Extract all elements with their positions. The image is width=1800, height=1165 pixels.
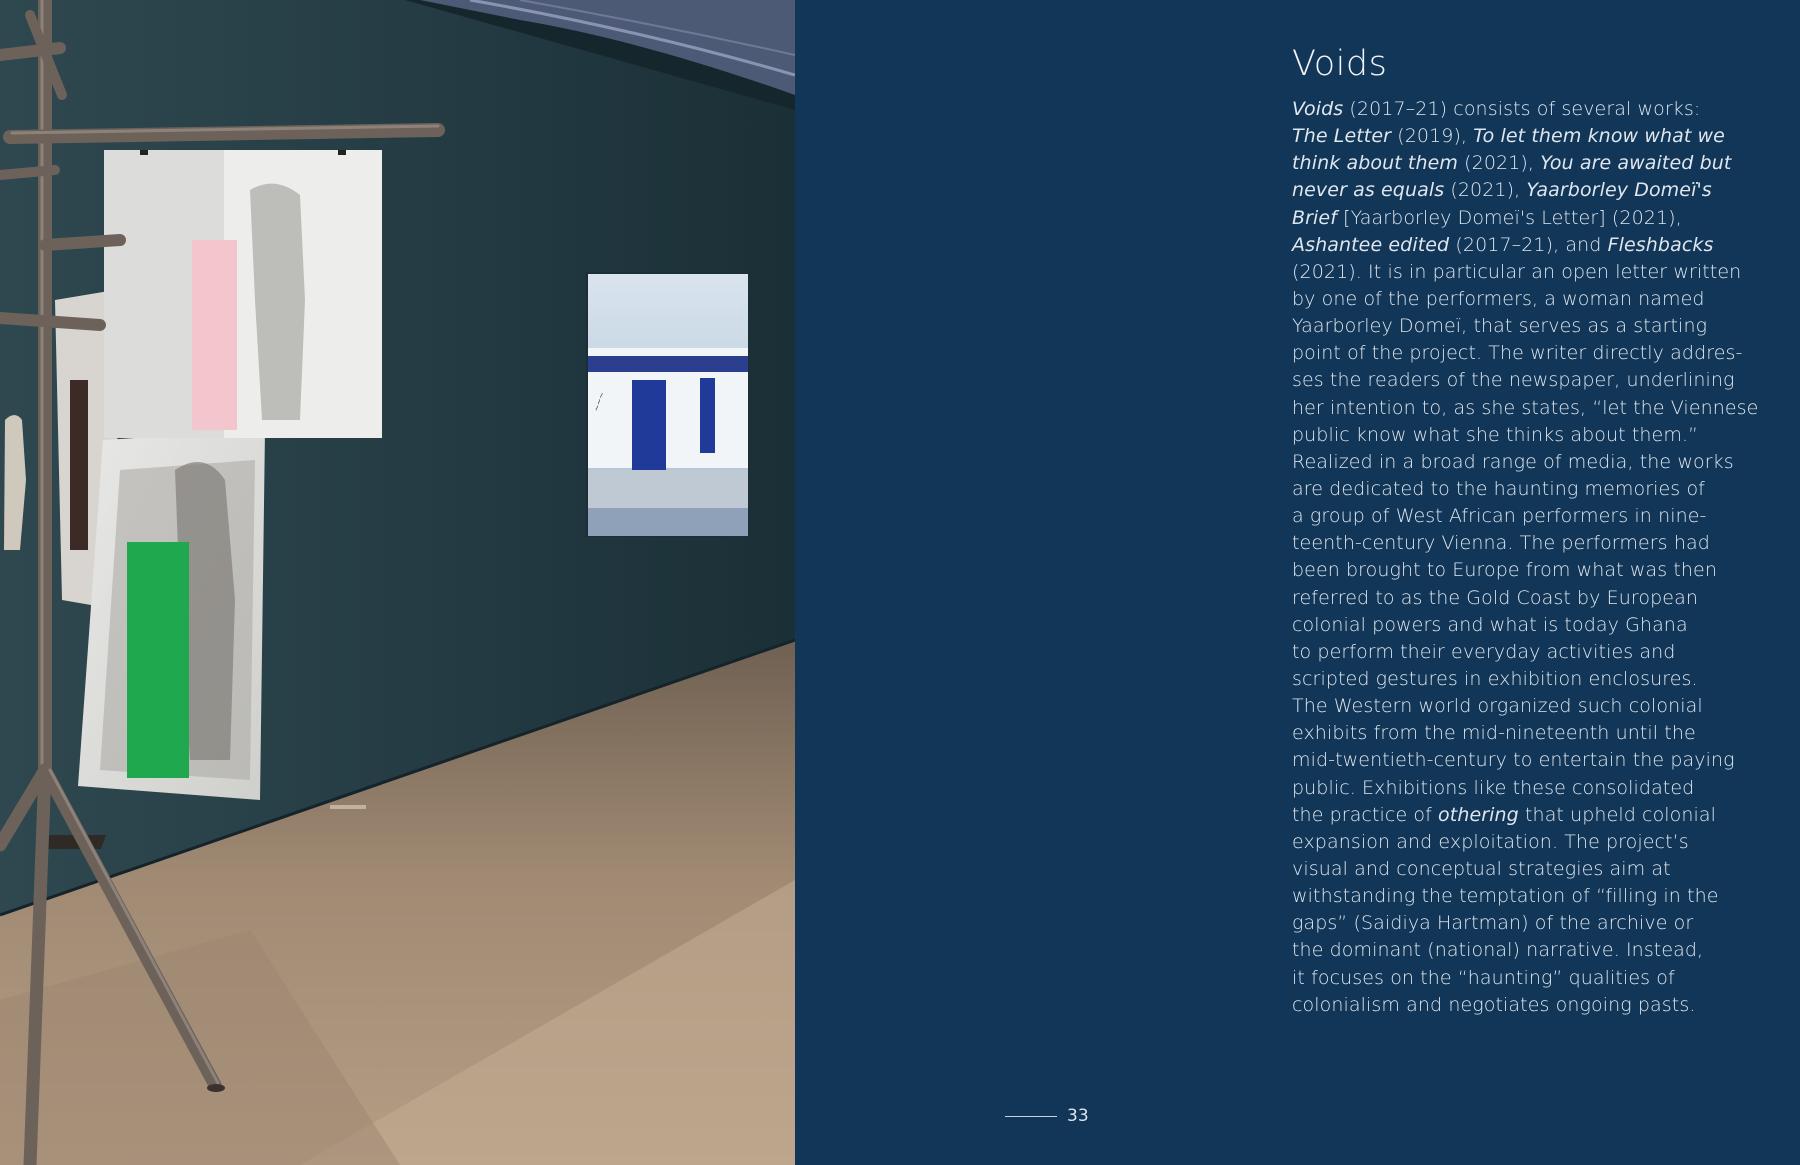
italic-title-text: think about them xyxy=(1292,152,1459,175)
body-line xyxy=(1292,150,1772,177)
folio-rule xyxy=(1005,1116,1057,1117)
body-text: by one of the performers, a woman named xyxy=(1292,287,1705,310)
body-text: ses the readers of the newspaper, underlining xyxy=(1292,369,1735,392)
body-line xyxy=(1292,747,1772,774)
italic-title-text: Ashantee edited xyxy=(1292,233,1450,256)
article-body xyxy=(1292,96,1772,1019)
body-line xyxy=(1292,910,1772,937)
body-text: Realized in a broad range of media, the works xyxy=(1292,450,1734,473)
body-line xyxy=(1292,693,1772,720)
body-text: scripted gestures in exhibition enclosures. xyxy=(1292,667,1698,690)
italic-title-text: Brief xyxy=(1292,206,1338,229)
italic-title-text: Voids xyxy=(1292,98,1344,120)
body-line xyxy=(1292,639,1772,666)
body-text: mid-twentieth-century to entertain the paying xyxy=(1292,749,1735,772)
body-line xyxy=(1292,313,1772,340)
body-text: teenth-century Vienna. The performers had xyxy=(1292,532,1710,555)
page-folio xyxy=(1005,1106,1089,1126)
text-page xyxy=(795,0,1800,1165)
body-text: (2017–21) consists of several works: xyxy=(1343,98,1701,120)
body-text: referred to as the Gold Coast by European xyxy=(1292,586,1698,609)
italic-title-text: You are awaited but xyxy=(1540,152,1732,175)
body-text: gaps” (Saidiya Hartman) of the archive or xyxy=(1292,912,1694,935)
italic-title-text: othering xyxy=(1438,803,1519,826)
body-line xyxy=(1292,232,1772,259)
body-line xyxy=(1292,530,1772,557)
body-line xyxy=(1292,666,1772,693)
body-line xyxy=(1292,503,1772,530)
body-line xyxy=(1292,96,1772,123)
body-line xyxy=(1292,585,1772,612)
hanging-print-green xyxy=(78,430,265,800)
body-text: (2021). It is in particular an open letter written xyxy=(1292,260,1742,283)
body-line xyxy=(1292,367,1772,394)
body-line xyxy=(1292,992,1772,1019)
body-text: public know what she thinks about them.” xyxy=(1292,423,1699,446)
italic-title-text: Fleshbacks xyxy=(1607,233,1714,256)
body-line xyxy=(1292,449,1772,476)
body-line xyxy=(1292,123,1772,150)
body-text: that upheld colonial xyxy=(1518,803,1717,826)
body-text: (2021), xyxy=(1458,152,1541,175)
body-text: it focuses on the “haunting” qualities of xyxy=(1292,966,1675,989)
body-text: [Yaarborley Domeï's Letter] (2021), xyxy=(1337,206,1682,229)
italic-title-text: To let them know what we xyxy=(1473,125,1725,148)
body-text: colonialism and negotiates ongoing pasts. xyxy=(1292,993,1696,1016)
projected-image xyxy=(586,272,751,537)
body-line xyxy=(1292,340,1772,367)
body-line xyxy=(1292,286,1772,313)
italic-title-text: The Letter xyxy=(1292,125,1392,148)
body-text: the practice of xyxy=(1292,803,1439,826)
body-text: to perform their everyday activities and xyxy=(1292,640,1676,663)
body-line xyxy=(1292,205,1772,232)
body-line xyxy=(1292,422,1772,449)
body-line xyxy=(1292,177,1772,204)
body-line xyxy=(1292,612,1772,639)
article-title: Voids xyxy=(1292,44,1388,84)
body-text: visual and conceptual strategies aim at xyxy=(1292,857,1671,880)
body-line xyxy=(1292,720,1772,747)
body-text: (2021), xyxy=(1444,179,1527,202)
body-line xyxy=(1292,829,1772,856)
body-line xyxy=(1292,937,1772,964)
svg-text:~~~: ~~~ xyxy=(591,390,607,413)
installation-photo xyxy=(0,0,795,1165)
body-line xyxy=(1292,259,1772,286)
body-line xyxy=(1292,476,1772,503)
body-line xyxy=(1292,965,1772,992)
body-text: (2017–21), and xyxy=(1449,233,1608,256)
italic-title-text: Yaarborley Domeï's xyxy=(1526,179,1712,202)
italic-title-text: never as equals xyxy=(1292,179,1445,202)
body-line xyxy=(1292,802,1772,829)
body-line xyxy=(1292,775,1772,802)
body-line xyxy=(1292,395,1772,422)
body-text: point of the project. The writer directly addres- xyxy=(1292,342,1743,365)
body-line xyxy=(1292,557,1772,584)
hanging-print-pink xyxy=(104,150,382,438)
body-text: (2019), xyxy=(1391,125,1474,148)
page-number: 33 xyxy=(1067,1106,1089,1126)
body-text: the dominant (national) narrative. Instead, xyxy=(1292,939,1704,962)
body-text: public. Exhibitions like these consolidated xyxy=(1292,776,1695,799)
body-line xyxy=(1292,883,1772,910)
body-text: expansion and exploitation. The project’s xyxy=(1292,830,1689,853)
body-text: are dedicated to the haunting memories of xyxy=(1292,477,1705,500)
body-text: been brought to Europe from what was then xyxy=(1292,559,1717,582)
body-text: The Western world organized such colonial xyxy=(1292,695,1703,718)
body-text: withstanding the temptation of “filling in the xyxy=(1292,885,1719,908)
body-line xyxy=(1292,856,1772,883)
body-text: Yaarborley Domeï, that serves as a starting xyxy=(1292,315,1708,338)
body-text: a group of West African performers in nine- xyxy=(1292,505,1707,528)
body-text: colonial powers and what is today Ghana xyxy=(1292,613,1688,636)
body-text: exhibits from the mid-nineteenth until the xyxy=(1292,722,1696,745)
body-text: her intention to, as she states, “let the Viennese xyxy=(1292,396,1759,419)
